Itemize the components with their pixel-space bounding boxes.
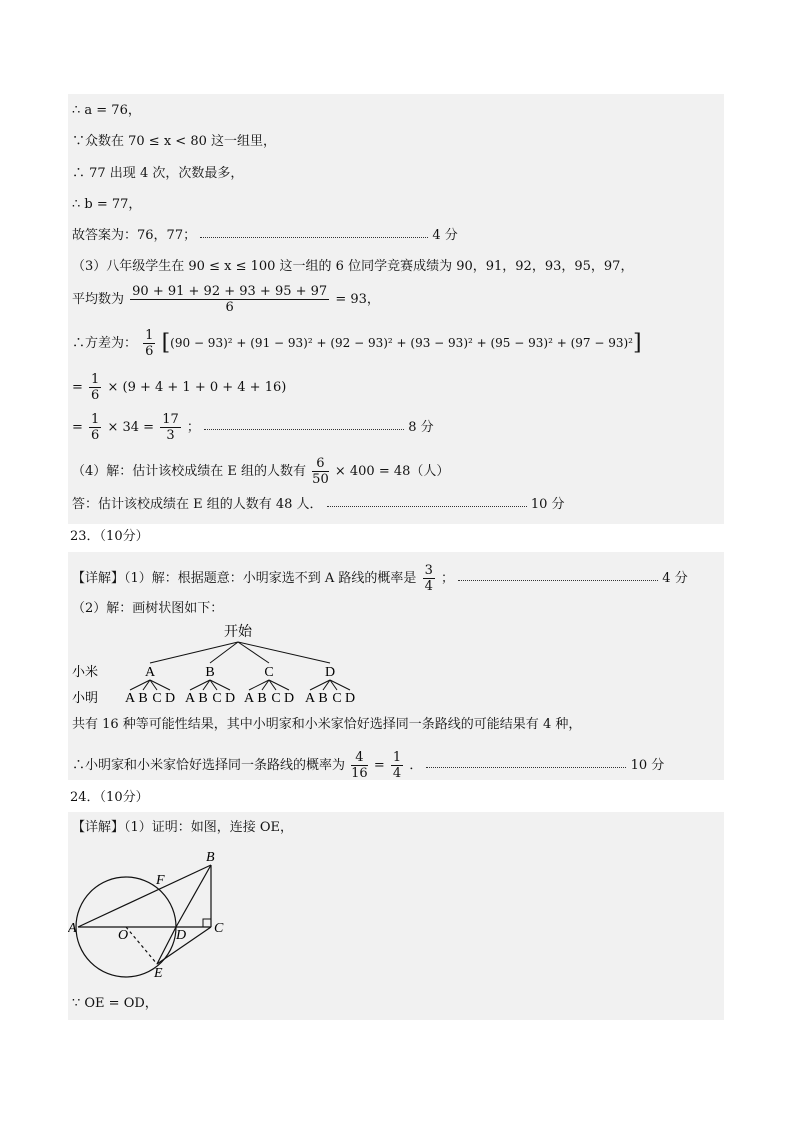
- step2-num: 1: [91, 412, 100, 427]
- q23-l4-num: 4: [351, 750, 368, 766]
- mean-fraction: [130, 284, 329, 315]
- part4-fraction: [312, 456, 329, 487]
- tree-level1: [145, 665, 335, 680]
- line-variance-step2: [72, 412, 434, 443]
- leaf-C: C: [212, 691, 222, 706]
- step2-den: 6: [91, 428, 100, 443]
- q23-l4-num2: 1: [392, 750, 402, 765]
- line-variance: [72, 328, 642, 359]
- q23-l1-fraction: [423, 563, 435, 594]
- q23-l4-fraction2: [391, 750, 403, 781]
- step2-result-fraction: [160, 412, 181, 443]
- line-mean: [72, 284, 380, 315]
- answer-text: 故答案为：76，77；: [72, 228, 197, 243]
- q24-line2: ∵ OE = OD，: [72, 996, 158, 1011]
- segment-ab: [78, 865, 211, 927]
- q23-l1-den: 4: [424, 579, 433, 594]
- leaf-D: D: [224, 691, 236, 706]
- right-angle-mark: [203, 919, 211, 927]
- q24-heading: 24．（10分）: [70, 790, 149, 805]
- line-variance-step1: [72, 372, 286, 403]
- q23-l4-tail: ．: [409, 758, 423, 773]
- leaf-C: C: [271, 691, 281, 706]
- step1-den: 6: [91, 388, 100, 403]
- label-b: B: [206, 850, 215, 865]
- tree-edges-level2: [130, 680, 350, 690]
- leaf-D: D: [283, 691, 295, 706]
- q23-line2: （2）解：画树状图如下：: [72, 601, 224, 616]
- variance-bracket-open: [: [161, 330, 171, 356]
- mean-result: = 93，: [335, 292, 380, 307]
- segment-oe: [126, 927, 157, 964]
- q23-l1-num: 3: [424, 563, 433, 578]
- line-answer-76-77: [72, 228, 458, 244]
- node-C: C: [264, 665, 274, 680]
- part4-num: 6: [312, 456, 329, 472]
- mean-denominator: 6: [225, 300, 234, 315]
- q23-l4-text: ∴小明家和小米家恰好选择同一条路线的概率为: [72, 758, 346, 773]
- node-A: A: [144, 665, 156, 680]
- node-D: D: [324, 665, 336, 680]
- leaf-B: B: [257, 691, 267, 706]
- geometry-figure: [68, 846, 238, 978]
- row-label-xiaoming: 小明: [72, 690, 99, 705]
- q23-l4-fraction: [351, 750, 368, 781]
- score-label: 4 分: [432, 228, 458, 243]
- leaf-B: B: [198, 691, 208, 706]
- label-d: D: [176, 928, 187, 943]
- q23-l4-eq: =: [373, 758, 385, 773]
- step2-num2: 17: [162, 412, 179, 427]
- segment-bd: [176, 865, 211, 927]
- q23-l4-den2: 4: [392, 766, 402, 781]
- line-a-value: ∴ a = 76，: [72, 103, 141, 118]
- tree-diagram: [68, 620, 388, 712]
- score-label: 10 分: [630, 758, 665, 773]
- q23-l1-tail: ；: [441, 571, 455, 586]
- score-leader: [327, 502, 527, 507]
- step1-num: 1: [91, 372, 100, 387]
- line-final-answer: [72, 497, 565, 513]
- tree-level2: [125, 691, 355, 706]
- variance-frac-den: 6: [145, 344, 154, 359]
- step2-den2: 3: [166, 428, 175, 443]
- line-part4: [72, 456, 449, 487]
- part4-rest: × 400 = 48（人）: [334, 464, 450, 479]
- leaf-C: C: [332, 691, 342, 706]
- step2-mid: × 34 =: [107, 420, 155, 435]
- step1-eq: =: [72, 380, 83, 395]
- leaf-A: A: [243, 691, 255, 706]
- variance-expression: (90 − 93)² + (91 − 93)² + (92 − 93)² + (93 − 93)² + (95 − 93)² + (97 − 93)²: [170, 336, 633, 350]
- leaf-C: C: [152, 691, 162, 706]
- q23-line3: 共有 16 种等可能性结果，其中小明家和小米家恰好选择同一条路线的可能结果有 4 种，: [72, 717, 582, 732]
- leaf-D: D: [164, 691, 176, 706]
- variance-bracket-close: ]: [632, 330, 642, 356]
- score-leader: [204, 425, 404, 430]
- label-c: C: [214, 921, 224, 936]
- tree-root: 开始: [224, 625, 252, 640]
- step2-tail: ；: [186, 420, 200, 435]
- leaf-A: A: [304, 691, 316, 706]
- leaf-D: D: [344, 691, 356, 706]
- q23-line1: [72, 563, 688, 594]
- part4-den: 50: [312, 472, 329, 487]
- line-mode-group: ∵众数在 70 ≤ x < 80 这一组里，: [72, 134, 276, 149]
- q23-l4-den: 16: [351, 766, 368, 781]
- label-a: A: [68, 921, 77, 936]
- mean-label: 平均数为: [72, 292, 125, 307]
- row-label-xiaomi: 小米: [72, 664, 99, 679]
- mean-numerator: 90 + 91 + 92 + 93 + 95 + 97: [132, 284, 328, 299]
- step2-eq: =: [72, 420, 83, 435]
- variance-label: ∴方差为：: [72, 336, 138, 351]
- label-f: F: [156, 873, 165, 888]
- score-label: 4 分: [662, 571, 688, 586]
- score-leader: [458, 576, 658, 581]
- variance-frac-num: 1: [145, 328, 154, 343]
- label-e: E: [154, 966, 163, 978]
- score-label: 10 分: [530, 497, 565, 512]
- line-77-frequency: ∴ 77 出现 4 次，次数最多，: [72, 166, 244, 181]
- score-leader: [426, 763, 626, 768]
- line-part3-scores: （3）八年级学生在 90 ≤ x ≤ 100 这一组的 6 位同学竞赛成绩为 90，91，92，93，95，97，: [72, 259, 634, 274]
- segment-de: [157, 927, 176, 964]
- label-o: O: [118, 928, 129, 943]
- q24-line1: 【详解】（1）证明：如图，连接 OE，: [72, 820, 294, 835]
- leaf-A: A: [124, 691, 136, 706]
- score-label: 8 分: [408, 420, 434, 435]
- q23-line4: [72, 750, 664, 781]
- score-leader: [200, 233, 428, 238]
- line-b-value: ∴ b = 77，: [72, 197, 142, 212]
- tree-edges-level1: [150, 642, 330, 663]
- part4-text: （4）解：估计该校成绩在 E 组的人数有: [72, 464, 307, 479]
- step1-rest: × (9 + 4 + 1 + 0 + 4 + 16): [107, 380, 287, 395]
- leaf-A: A: [184, 691, 196, 706]
- leaf-B: B: [138, 691, 148, 706]
- variance-fraction: [143, 328, 155, 359]
- final-answer-text: 答：估计该校成绩在 E 组的人数有 48 人．: [72, 497, 323, 512]
- step2-fraction: [89, 412, 101, 443]
- q23-heading: 23．（10分）: [70, 529, 149, 544]
- node-B: B: [205, 665, 215, 680]
- leaf-B: B: [318, 691, 328, 706]
- q23-l1-text: 【详解】（1）解：根据题意：小明家选不到 A 路线的概率是: [72, 571, 417, 586]
- step1-fraction: [89, 372, 101, 403]
